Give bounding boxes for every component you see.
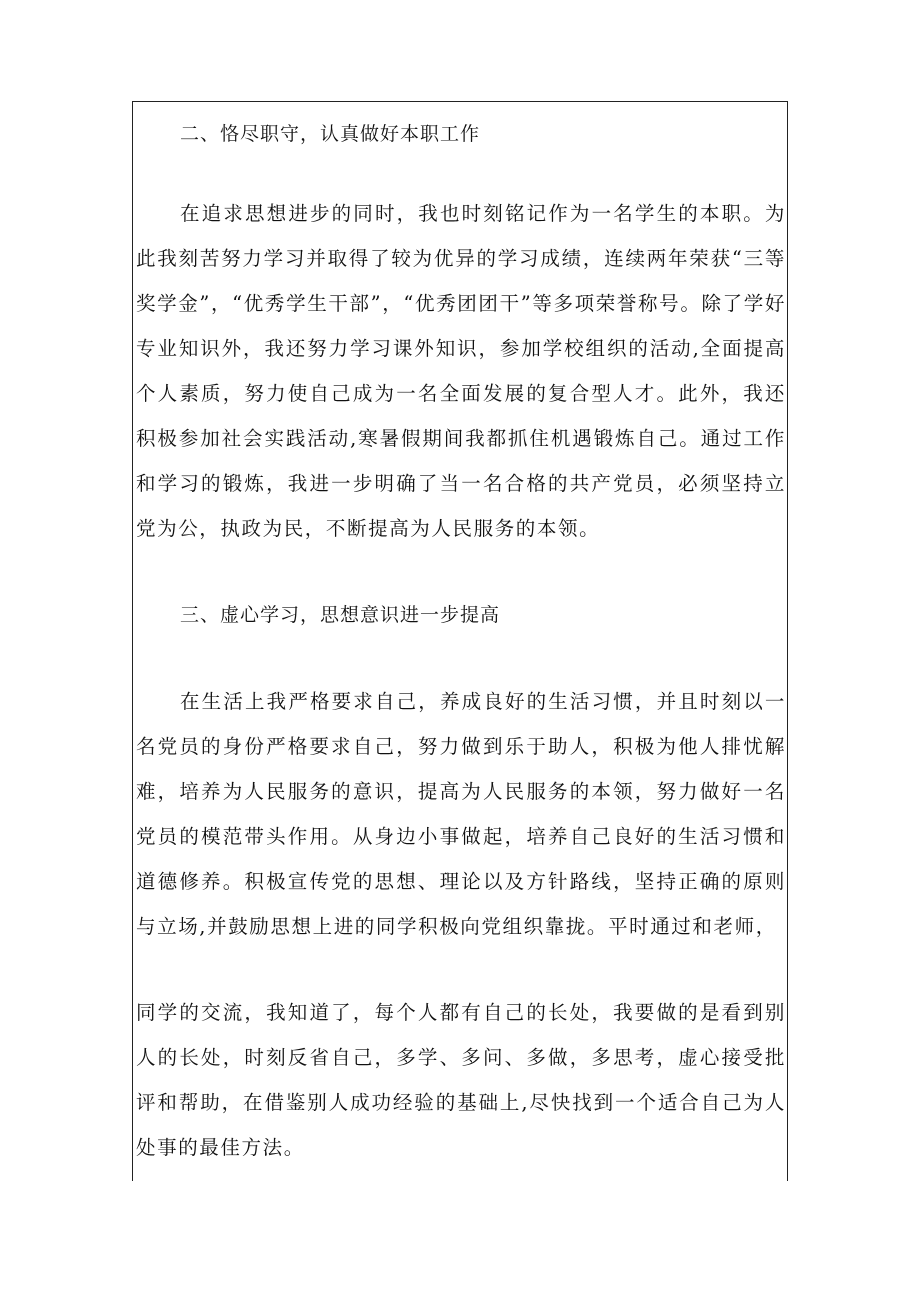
- section-2-paragraph: 在追求思想进步的同时，我也时刻铭记作为一名学生的本职。为此我刻苦努力学习并取得了较为优异的学习成绩，连续两年荣获“三等奖学金”，“优秀学生干部”，“优秀团团干”等多项荣誉称号。除了学好专业知识外，我还努力学习课外知识，参加学校组织的活动,全面提高个人素质，努力使自己成为一名全面发展的复合型人才。此外，我还积极参加社会实践活动,寒暑假期间我都抓住机遇锻炼自己。通过工作和学习的锻炼，我进一步明确了当一名合格的共产党员，必须坚持立党为公，执政为民，不断提高为人民服务的本领。: [136, 202, 786, 540]
- document-body: [136, 108, 786, 1170]
- section-3-paragraph-2: 同学的交流，我知道了，每个人都有自己的长处，我要做的是看到别人的长处，时刻反省自己，多学、多问、多做，多思考，虚心接受批评和帮助，在借鉴别人成功经验的基础上,尽快找到一个适合自己为人处事的最佳方法。: [136, 1001, 786, 1159]
- section-3-paragraph-1: 在生活上我严格要求自己，养成良好的生活习惯，并且时刻以一名党员的身份严格要求自己，努力做到乐于助人，积极为他人排忧解难，培养为人民服务的意识，提高为人民服务的本领，努力做好一名党员的模范带头作用。从身边小事做起，培养自己良好的生活习惯和道德修养。积极宣传党的思想、理论以及方针路线，坚持正确的原则与立场,并鼓励思想上进的同学积极向党组织靠拢。平时通过和老师，: [136, 690, 786, 938]
- section-heading-3: 三、虚心学习，思想意识进一步提高: [180, 604, 501, 626]
- section-heading-2: 二、恪尽职守，认真做好本职工作: [180, 123, 481, 145]
